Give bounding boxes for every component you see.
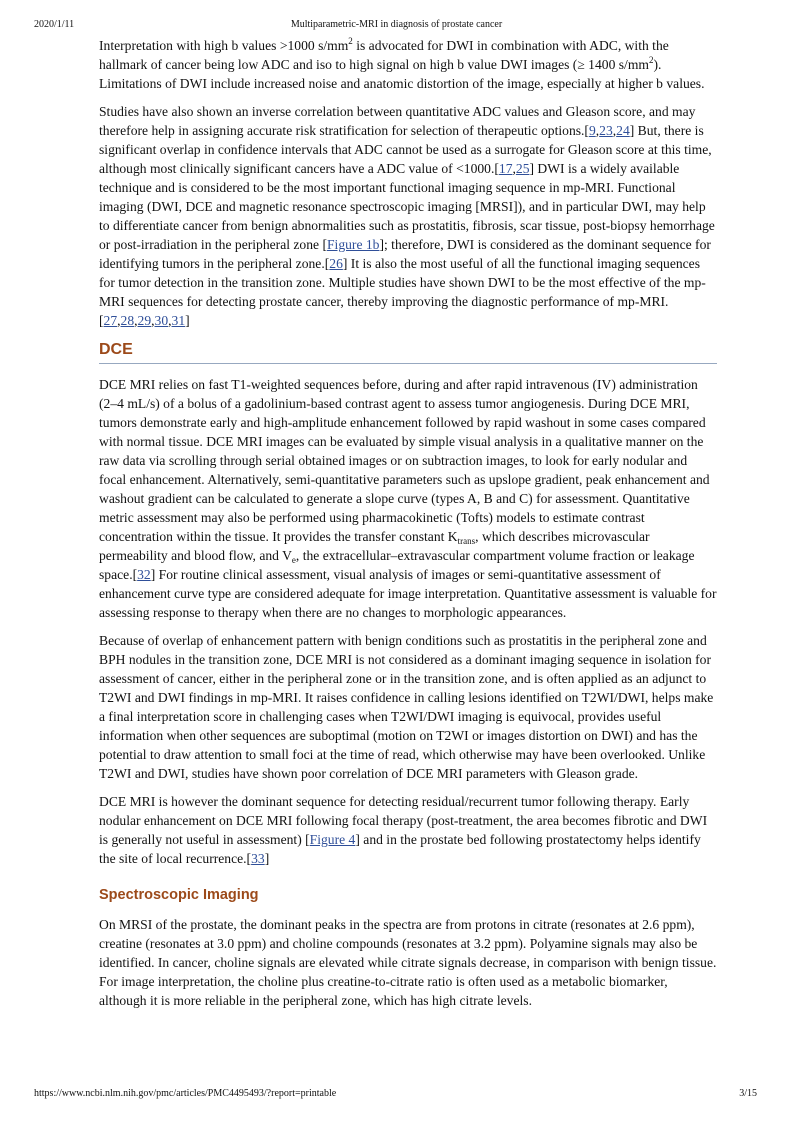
reference-link[interactable]: 30 — [154, 313, 169, 328]
header-title: Multiparametric-MRI in diagnosis of prostate cancer — [290, 19, 503, 30]
section-heading-spectroscopic: Spectroscopic Imaging — [99, 887, 259, 903]
reference-link[interactable]: 24 — [616, 123, 630, 138]
paragraph-adc-gleason: Studies have also shown an inverse correlation between quantitative ADC values and Gleason score, and may therefore help in assigning accurate risk stratification for selection of therapeutic options.[9,23,24] But, there is significant overlap in confidence intervals that ADC cannot be used as a surrogate for Gleason score at this time, although most clinically significant cancers have a ADC value of <1000.[17,25] DWI is a widely available technique and is considered to be the most important functional imaging sequence in mp-MRI. Functional imaging (DWI, DCE and magnetic resonance spectroscopic imaging [MRSI]), and in particular DWI, may help to differentiate cancer from benign abnormalities such as prostatitis, fibrosis, scar tissue, post-biopsy hemorrhage or post-irradiation in the peripheral zone [Figure 1b]; therefore, DWI is considered as the dominant sequence for identifying tumors in the peripheral zone.[26] It is also the most useful of all the functional imaging sequences for tumor detection in the transition zone. Multiple studies have shown DWI to be the most effective of the mp-MRI sequences for detecting prostate cancer, thereby improving the diagnostic performance of mp-MRI.[27,28,29,30,31] — [99, 104, 715, 328]
reference-link[interactable]: 33 — [251, 851, 265, 866]
paragraph-dce-technique: DCE MRI relies on fast T1-weighted sequences before, during and after rapid intravenous (IV) administration (2–4 mL/s) of a bolus of a gadolinium-based contrast agent to assess tumor angiogenesis. During DCE MRI, tumors demonstrate early and high-amplitude enhancement followed by rapid washout in some cases compared with normal tissue. DCE MRI images can be evaluated by simple visual analysis in a qualitative manner on the raw data via scrolling through serial obtained images or on subtraction images, to look for early nodular and focal enhancement. Alternatively, semi-quantitative parameters such as upslope gradient, peak enhancement and washout gradient can be calculated to generate a slope curve (types A, B and C) for assessment. Quantitative metric assessment may also be performed using pharmacokinetic (Tofts) models to estimate contrast concentration within the tissue. It provides the transfer constant $K_{trans}$, which describes microvascular permeability and blood flow, and $V_e$, the extracellular–extravascular compartment volume fraction or leakage space.[32] For routine clinical assessment, visual analysis of images or semi-quantitative assessment of enhancement curve type are considered adequate for image interpretation. Quantitative assessment is valuable for assessing response to therapy when there are no changes to morphologic appearances. — [99, 377, 717, 620]
page-number: 3/15 — [739, 1088, 757, 1099]
footer-url: https://www.ncbi.nlm.nih.gov/pmc/articles/PMC4495493/?report=printable — [34, 1088, 337, 1099]
reference-link[interactable]: 28 — [120, 313, 135, 328]
paragraph-dce-limitations: Because of overlap of enhancement pattern with benign conditions such as prostatitis in the peripheral zone and BPH nodules in the transition zone, DCE MRI is not considered as a dominant imaging sequence in isolation for assessment of cancer, either in the peripheral zone or in the transition zone, and is often applied as an adjunct to T2WI and DWI findings in mp-MRI. It raises confidence in calling lesions identified on T2WI/DWI, helps make a final interpretation score in challenging cases when T2WI/DWI imaging is equivocal, provides useful information when other sequences are suboptimal (motion on T2WI or images distortion on DWI) and has the potential to draw attention to small foci at the time of read, which otherwise may have been overlooked. Unlike T2WI and DWI, studies have shown poor correlation of DCE MRI parameters with Gleason grade. — [99, 633, 714, 781]
reference-link[interactable]: 29 — [137, 313, 152, 328]
header-date: 2020/1/11 — [34, 19, 75, 30]
reference-link[interactable]: 9 — [588, 123, 596, 138]
reference-link[interactable]: 25 — [515, 161, 530, 176]
reference-link[interactable]: 26 — [329, 256, 343, 271]
article-body — [99, 36, 717, 1010]
section-heading-dce: DCE — [99, 340, 717, 364]
reference-link[interactable]: 27 — [103, 313, 118, 328]
reference-link[interactable]: 32 — [137, 567, 151, 582]
figure-link[interactable]: Figure 4 — [309, 832, 356, 847]
reference-link[interactable]: 23 — [599, 123, 613, 138]
reference-link[interactable]: 17 — [498, 161, 513, 176]
paragraph-dwi-interpretation: Interpretation with high b values >1000 $s/mm^2$ is advocated for DWI in combination with ADC, with the hallmark of cancer being low ADC and iso to high signal on high b value DWI images (≥ 1400 $s/mm^2$). Limitations of DWI include increased noise and anatomic distortion of the image, especially at higher b values. — [99, 36, 705, 91]
reference-link[interactable]: 31 — [171, 313, 186, 328]
paragraph-mrsi: On MRSI of the prostate, the dominant peaks in the spectra are from protons in citrate (resonates at 2.6 ppm), creatine (resonates at 3.0 ppm) and choline compounds (resonates at 3.2 ppm). Polyamine signals may also be identified. In cancer, choline signals are elevated while citrate signals decrease, in comparison with benign tissue. For image interpretation, the choline plus creatine-to-citrate ratio is often used as a metabolic biomarker, although it is more reliable in the peripheral zone, which has high citrate levels. — [99, 917, 717, 1008]
paragraph-dce-recurrence: DCE MRI is however the dominant sequence for detecting residual/recurrent tumor following therapy. Early nodular enhancement on DCE MRI following focal therapy (post-treatment, the area becomes fibrotic and DWI is generally not useful in assessment) [Figure 4] and in the prostate bed following prostatectomy helps identify the site of local recurrence.[33] — [99, 794, 708, 866]
figure-link[interactable]: Figure 1b — [327, 237, 380, 252]
